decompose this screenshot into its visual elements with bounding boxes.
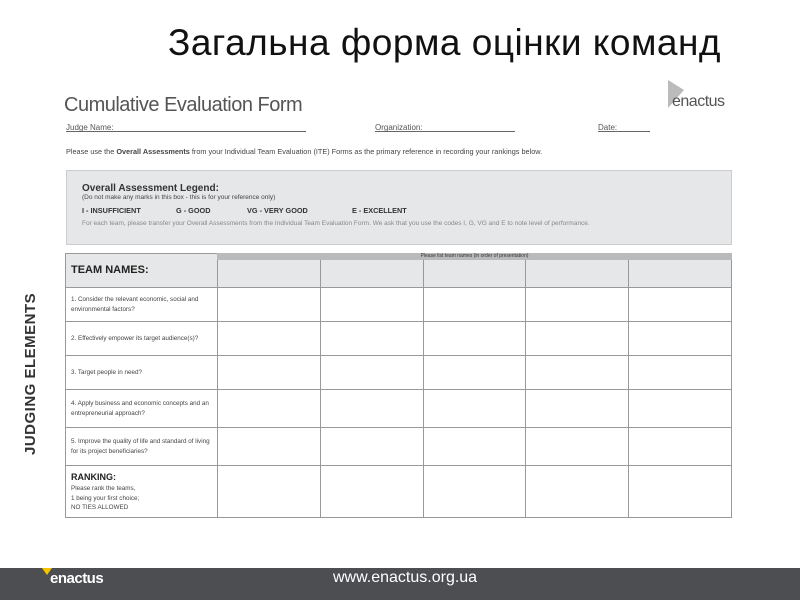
score-cell[interactable] xyxy=(526,428,629,466)
score-cell[interactable] xyxy=(629,428,732,466)
score-cell[interactable] xyxy=(526,288,629,322)
code-very-good: VG - VERY GOOD xyxy=(247,206,308,215)
criterion-1: 1. Consider the relevant economic, social and environmental factors? xyxy=(66,288,218,322)
instr-text: from your Individual Team Evaluation (ITE) Forms as the primary reference in recording your rankings below. xyxy=(189,147,543,156)
score-cell[interactable] xyxy=(629,356,732,390)
score-cell[interactable] xyxy=(423,428,526,466)
score-cell[interactable] xyxy=(320,322,423,356)
enactus-logo xyxy=(668,80,734,116)
instr-bold: Overall Assessments xyxy=(116,147,190,156)
code-good: G - GOOD xyxy=(176,206,211,215)
criterion-4: 4. Apply business and economic concepts and an entrepreneurial approach? xyxy=(66,390,218,428)
criterion-3: 3. Target people in need? xyxy=(66,356,218,390)
date-label: Date: xyxy=(598,123,618,132)
form-title: Cumulative Evaluation Form xyxy=(64,94,303,116)
code-excellent: E - EXCELLENT xyxy=(352,206,407,215)
table-row xyxy=(66,390,732,428)
table-row xyxy=(66,288,732,322)
instr-text: Please use the xyxy=(66,147,117,156)
ranking-title: RANKING: xyxy=(71,471,116,482)
score-cell[interactable] xyxy=(320,288,423,322)
team-names-header: TEAM NAMES: xyxy=(66,254,218,288)
score-cell[interactable] xyxy=(423,322,526,356)
table-row xyxy=(66,322,732,356)
ranking-text: Please rank the teams, xyxy=(71,485,136,493)
footer-logo: enactus xyxy=(50,570,104,587)
ranking-text: NO TIES ALLOWED xyxy=(71,503,129,511)
rank-cell[interactable] xyxy=(526,466,629,518)
ranking-label xyxy=(66,466,218,518)
score-cell[interactable] xyxy=(526,322,629,356)
score-cell[interactable] xyxy=(320,390,423,428)
criterion-2: 2. Effectively empower its target audience(s)? xyxy=(66,322,218,356)
score-cell[interactable] xyxy=(218,356,321,390)
score-cell[interactable] xyxy=(423,356,526,390)
legend-note: For each team, please transfer your Overall Assessments from the Individual Team Evaluation Form. We ask that you use the codes I, G, VG and E to note level of performance. xyxy=(82,220,590,227)
table-row xyxy=(66,428,732,466)
rank-cell[interactable] xyxy=(629,466,732,518)
score-cell[interactable] xyxy=(218,288,321,322)
judging-elements-label: JUDGING ELEMENTS xyxy=(22,292,39,455)
score-cell[interactable] xyxy=(218,322,321,356)
ranking-row xyxy=(66,466,732,518)
score-cell[interactable] xyxy=(320,428,423,466)
slide-title: Загальна форма оцінки команд xyxy=(168,22,722,63)
evaluation-table xyxy=(65,253,732,518)
judge-name-label: Judge Name: xyxy=(66,123,114,132)
logo-text: enactus xyxy=(672,93,725,110)
score-cell[interactable] xyxy=(320,356,423,390)
rank-cell[interactable] xyxy=(320,466,423,518)
footer xyxy=(0,568,800,600)
legend-box xyxy=(66,170,732,245)
instructions xyxy=(66,147,542,156)
criterion-5: 5. Improve the quality of life and standard of living for its project beneficiaries? xyxy=(66,428,218,466)
score-cell[interactable] xyxy=(629,322,732,356)
score-cell[interactable] xyxy=(423,390,526,428)
code-insufficient: I - INSUFFICIENT xyxy=(82,206,141,215)
legend-subtitle: (Do not make any marks in this box - this is for your reference only) xyxy=(82,194,276,201)
score-cell[interactable] xyxy=(218,390,321,428)
score-cell[interactable] xyxy=(526,390,629,428)
footer-url[interactable]: www.enactus.org.ua xyxy=(333,569,478,586)
score-cell[interactable] xyxy=(629,288,732,322)
ranking-text: 1 being your first choice; xyxy=(71,494,140,502)
score-cell[interactable] xyxy=(423,288,526,322)
rank-cell[interactable] xyxy=(218,466,321,518)
team-names-band: Please list team names (in order of presentation) xyxy=(217,253,732,260)
score-cell[interactable] xyxy=(526,356,629,390)
score-cell[interactable] xyxy=(218,428,321,466)
score-cell[interactable] xyxy=(629,390,732,428)
table-row xyxy=(66,356,732,390)
rank-cell[interactable] xyxy=(423,466,526,518)
legend-title: Overall Assessment Legend: xyxy=(82,183,219,194)
organization-label: Organization: xyxy=(375,123,423,132)
